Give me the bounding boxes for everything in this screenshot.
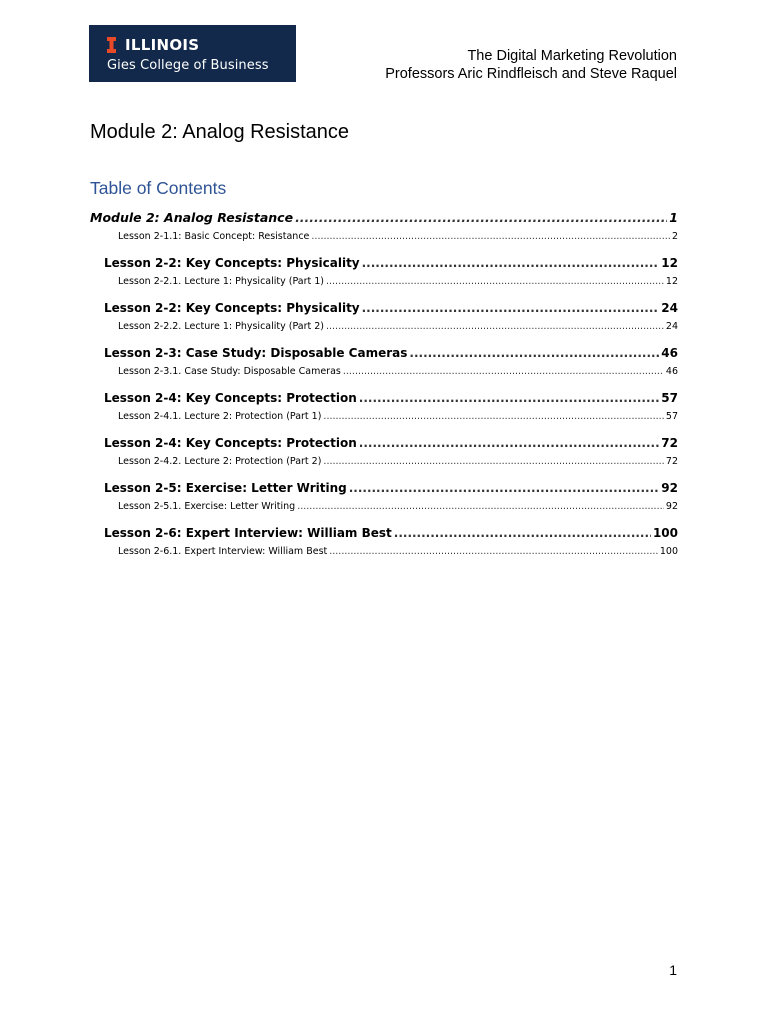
toc-leader-dots (295, 210, 667, 225)
toc-entry[interactable] (90, 411, 678, 427)
toc-entry-page: 100 (659, 546, 678, 557)
toc-entry-label: Lesson 2-4: Key Concepts: Protection (104, 436, 357, 450)
toc-leader-dots (329, 546, 658, 557)
toc-leader-dots (362, 301, 660, 315)
toc-leader-dots (326, 276, 664, 287)
toc-leader-dots (359, 436, 660, 450)
toc-leader-dots (323, 411, 663, 422)
toc-entry-label: Lesson 2-1.1: Basic Concept: Resistance (118, 231, 310, 242)
toc-entry[interactable] (90, 436, 678, 454)
toc-entry[interactable] (90, 231, 678, 247)
toc-heading: Table of Contents (90, 178, 227, 198)
toc-leader-dots (326, 321, 664, 332)
toc-entry-label: Lesson 2-6: Expert Interview: William Best (104, 526, 392, 540)
table-of-contents (90, 210, 678, 562)
toc-entry-label: Lesson 2-4.1. Lecture 2: Protection (Part 1) (118, 411, 322, 422)
toc-entry-label: Lesson 2-4.2. Lecture 2: Protection (Part 2) (118, 456, 322, 467)
toc-entry[interactable] (90, 346, 678, 364)
logo-subtitle: Gies College of Business (107, 58, 269, 73)
toc-entry-label: Lesson 2-5.1. Exercise: Letter Writing (118, 501, 296, 512)
toc-entry[interactable] (90, 501, 678, 517)
toc-entry[interactable] (90, 391, 678, 409)
toc-entry[interactable] (90, 301, 678, 319)
professors-line: Professors Aric Rindfleisch and Steve Raquel (385, 66, 677, 82)
toc-entry-label: Lesson 2-2: Key Concepts: Physicality (104, 301, 360, 315)
toc-entry-page: 1 (669, 210, 678, 225)
toc-entry-page: 100 (652, 526, 678, 540)
toc-entry-page: 46 (661, 346, 678, 360)
toc-entry-label: Module 2: Analog Resistance (90, 210, 294, 225)
course-title: The Digital Marketing Revolution (467, 48, 677, 64)
toc-entry-label: Lesson 2-4: Key Concepts: Protection (104, 391, 357, 405)
page-header (385, 47, 677, 83)
toc-entry-label: Lesson 2-5: Exercise: Letter Writing (104, 481, 347, 495)
toc-entry-page: 24 (661, 301, 678, 315)
toc-entry-label: Lesson 2-3: Case Study: Disposable Cameras (104, 346, 408, 360)
toc-entry[interactable] (90, 546, 678, 562)
illinois-gies-logo (89, 25, 296, 82)
toc-entry[interactable] (90, 526, 678, 544)
toc-leader-dots (362, 256, 660, 270)
toc-entry-label: Lesson 2-2: Key Concepts: Physicality (104, 256, 360, 270)
toc-leader-dots (349, 481, 660, 495)
toc-leader-dots (394, 526, 651, 540)
toc-entry-label: Lesson 2-2.1. Lecture 1: Physicality (Part 1) (118, 276, 324, 287)
toc-entry-label: Lesson 2-6.1. Expert Interview: William Best (118, 546, 328, 557)
toc-entry-page: 46 (665, 366, 678, 377)
toc-entry-page: 57 (665, 411, 678, 422)
toc-entry-page: 2 (671, 231, 678, 242)
toc-entry[interactable] (90, 210, 678, 230)
toc-entry-page: 12 (661, 256, 678, 270)
toc-entry-page: 92 (661, 481, 678, 495)
toc-entry-page: 92 (665, 501, 678, 512)
toc-leader-dots (409, 346, 659, 360)
toc-leader-dots (311, 231, 670, 242)
toc-entry[interactable] (90, 276, 678, 292)
page-number: 1 (669, 962, 677, 978)
toc-entry[interactable] (90, 366, 678, 382)
toc-leader-dots (343, 366, 664, 377)
toc-entry[interactable] (90, 456, 678, 472)
toc-entry-label: Lesson 2-3.1. Case Study: Disposable Cameras (118, 366, 341, 377)
block-i-icon (107, 37, 116, 53)
toc-entry-page: 24 (665, 321, 678, 332)
toc-leader-dots (297, 501, 664, 512)
toc-entry[interactable] (90, 321, 678, 337)
toc-entry[interactable] (90, 481, 678, 499)
toc-entry[interactable] (90, 256, 678, 274)
toc-entry-page: 12 (665, 276, 678, 287)
logo-name: ILLINOIS (125, 36, 200, 54)
document-title: Module 2: Analog Resistance (90, 121, 350, 143)
toc-entry-page: 72 (661, 436, 678, 450)
toc-leader-dots (323, 456, 663, 467)
toc-leader-dots (359, 391, 660, 405)
toc-entry-page: 72 (665, 456, 678, 467)
toc-entry-page: 57 (661, 391, 678, 405)
toc-entry-label: Lesson 2-2.2. Lecture 1: Physicality (Part 2) (118, 321, 324, 332)
